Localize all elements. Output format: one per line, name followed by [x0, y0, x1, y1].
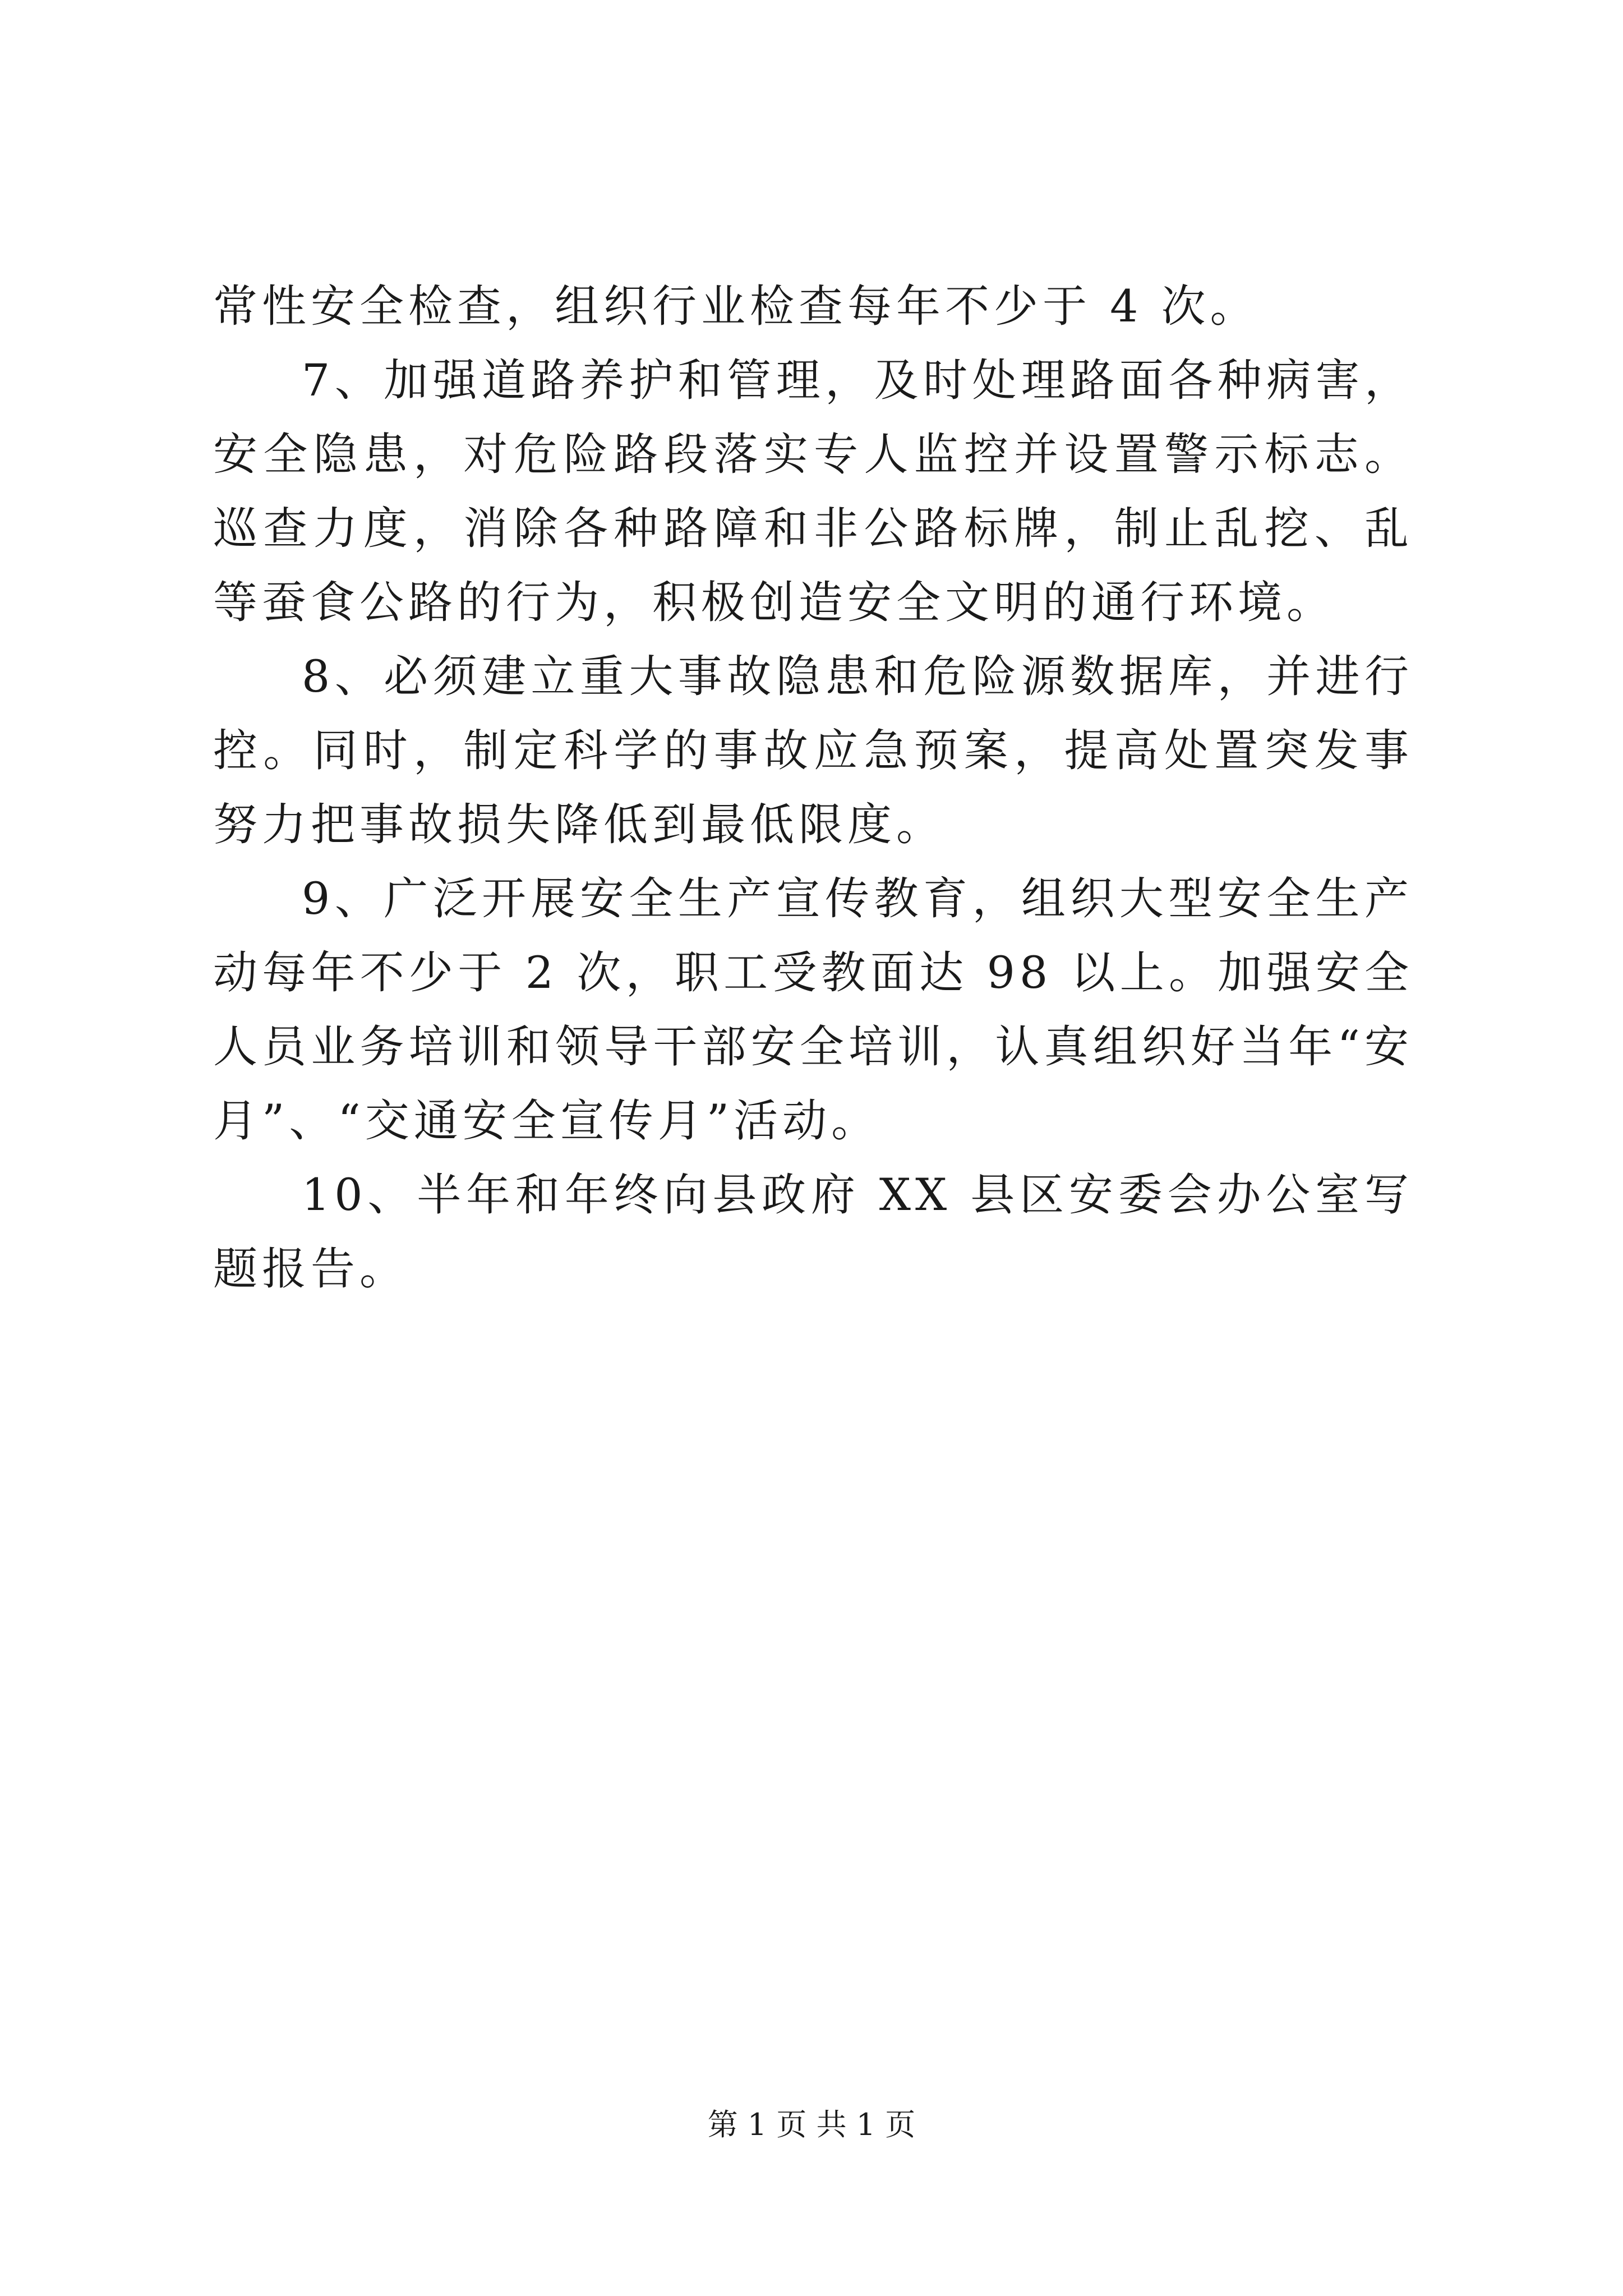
- text-line: 等蚕食公路的行为，积极创造安全文明的通行环境。: [213, 577, 1335, 628]
- text-line: 9、广泛开展安全生产宣传教育，组织大型安全生产: [302, 873, 1413, 924]
- text-line: 月”、“交通安全宣传月”活动。: [213, 1095, 880, 1147]
- text-line: 8、必须建立重大事故隐患和危险源数据库，并进行: [302, 651, 1413, 702]
- text-line: 人员业务培训和领导干部安全培训，认真组织好当年“安: [213, 1021, 1413, 1073]
- paragraph-6-continuation: [213, 269, 1413, 343]
- text-line: 巡查力度，消除各种路障和非公路标牌，制止乱挖、乱: [213, 503, 1413, 554]
- text-line: 努力把事故损失降低到最低限度。: [213, 799, 945, 850]
- paragraph-9: [213, 862, 1413, 1158]
- text-line: 题报告。: [213, 1243, 408, 1295]
- text-line: 安全隐患，对危险路段落实专人监控并设置警示标志。: [213, 429, 1413, 480]
- text-line: 动每年不少于 2 次，职工受教面达 98 以上。加强安全: [213, 947, 1413, 999]
- text-line: 控。同时，制定科学的事故应急预案，提高处置突发事: [213, 725, 1413, 776]
- text-line: 7、加强道路养护和管理，及时处理路面各种病害，: [302, 355, 1413, 406]
- page-footer: 第 1 页 共 1 页: [707, 2107, 916, 2142]
- paragraph-8: [213, 639, 1413, 862]
- paragraph-7: [213, 343, 1413, 639]
- text-line: 10、半年和年终向县政府 XX 县区安委会办公室写: [302, 1169, 1413, 1221]
- document-body: [213, 269, 1413, 1306]
- paragraph-10: [213, 1158, 1413, 1306]
- text-line: 常性安全检查，组织行业检查每年不少于 4 次。: [213, 280, 1259, 332]
